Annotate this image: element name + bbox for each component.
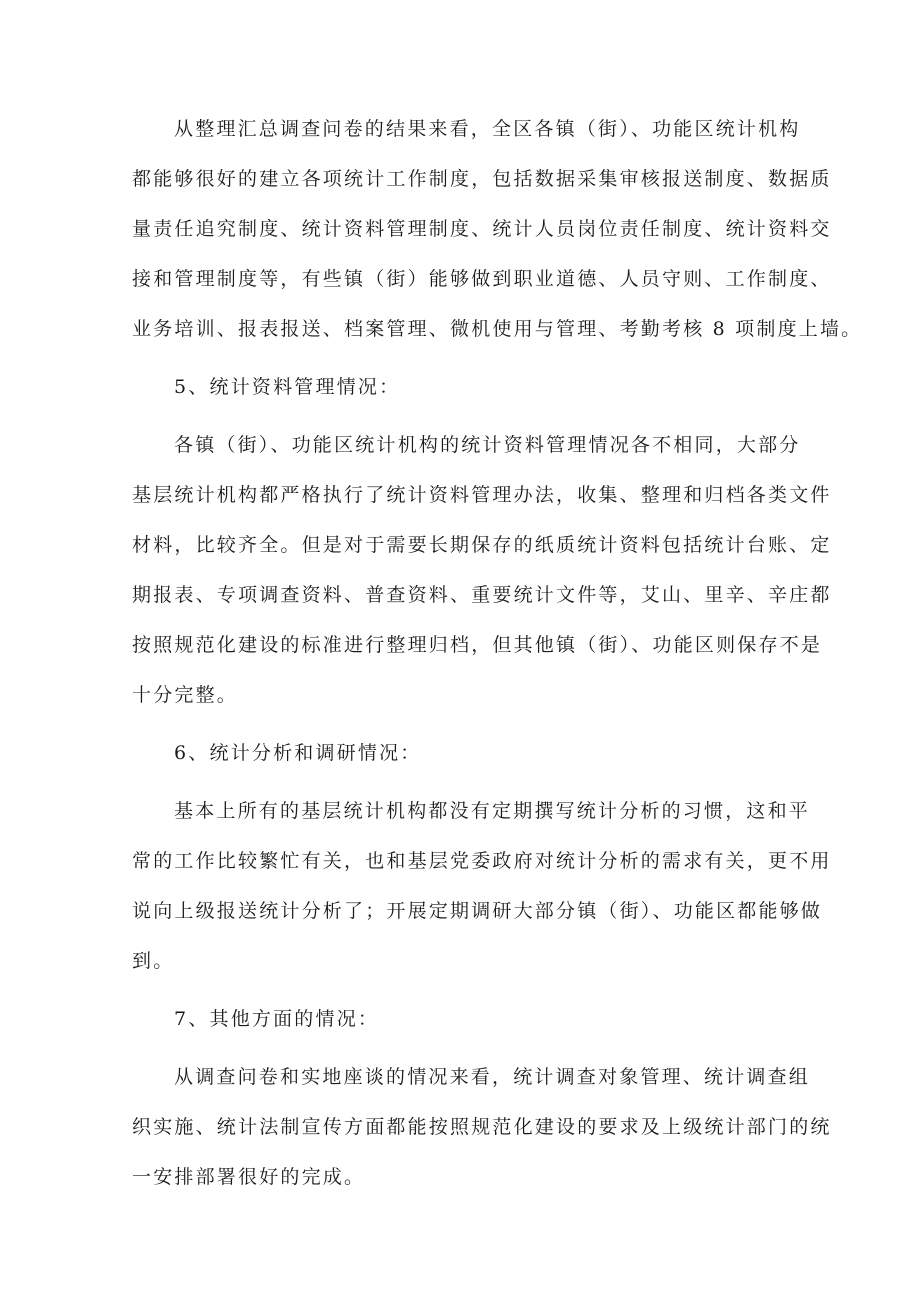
- section-heading-6: 6、统计分析和调研情况：: [174, 742, 422, 764]
- paragraph-line: 量责任追究制度、统计资料管理制度、统计人员岗位责任制度、统计资料交: [132, 218, 832, 240]
- paragraph-line: 材料，比较齐全。但是对于需要长期保存的纸质统计资料包括统计台账、定: [132, 534, 832, 556]
- section-heading-7: 7、其他方面的情况：: [174, 1008, 380, 1030]
- paragraph-line: 各镇（街）、功能区统计机构的统计资料管理情况各不相同，大部分: [174, 434, 801, 456]
- paragraph-line: 基本上所有的基层统计机构都没有定期撰写统计分析的习惯，这和平: [174, 800, 811, 822]
- paragraph-line: 按照规范化建设的标准进行整理归档，但其他镇（街）、功能区则保存不是: [132, 634, 823, 656]
- paragraph-line: 说向上级报送统计分析了；开展定期调研大部分镇（街）、功能区都能够做: [132, 900, 823, 922]
- paragraph-line: 十分完整。: [132, 684, 239, 706]
- paragraph-line: 织实施、统计法制宣传方面都能按照规范化建设的要求及上级统计部门的统: [132, 1116, 832, 1138]
- paragraph-line: 从调查问卷和实地座谈的情况来看，统计调查对象管理、统计调查组: [174, 1066, 811, 1088]
- paragraph-line: 到。: [132, 950, 175, 972]
- paragraph-line: 一安排部署很好的完成。: [132, 1166, 366, 1188]
- paragraph-line: 期报表、专项调查资料、普查资料、重要统计文件等，艾山、里辛、辛庄都: [132, 584, 832, 606]
- section-heading-5: 5、统计资料管理情况：: [174, 376, 401, 398]
- paragraph-line: 基层统计机构都严格执行了统计资料管理办法，收集、整理和归档各类文件: [132, 484, 832, 506]
- paragraph-line: 业务培训、报表报送、档案管理、微机使用与管理、考勤考核 8 项制度上墙。: [132, 318, 863, 340]
- paragraph-line: 都能够很好的建立各项统计工作制度，包括数据采集审核报送制度、数据质: [132, 168, 832, 190]
- paragraph-line: 接和管理制度等，有些镇（街）能够做到职业道德、人员守则、工作制度、: [132, 268, 832, 290]
- paragraph-line: 从整理汇总调查问卷的结果来看，全区各镇（街）、功能区统计机构: [174, 118, 801, 140]
- paragraph-line: 常的工作比较繁忙有关，也和基层党委政府对统计分析的需求有关，更不用: [132, 850, 832, 872]
